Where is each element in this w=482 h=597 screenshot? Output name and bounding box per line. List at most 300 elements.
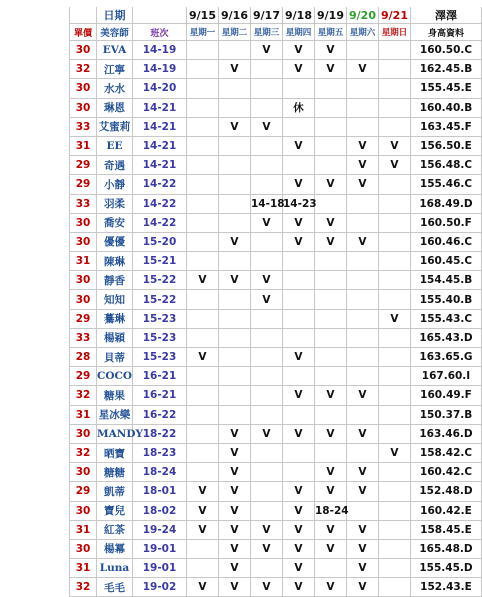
day-cell xyxy=(219,348,251,367)
day-cell xyxy=(219,213,251,232)
day-cell xyxy=(187,424,219,443)
beautician-name-cell: 糖糖 xyxy=(97,463,133,482)
day-cell xyxy=(283,328,315,347)
price-cell: 32 xyxy=(70,60,97,79)
day-cell: V xyxy=(315,60,347,79)
day-cell xyxy=(283,367,315,386)
price-cell: 30 xyxy=(70,98,97,117)
beautician-name-cell: EVA xyxy=(97,41,133,60)
height-data-cell: 158.45.E xyxy=(411,520,482,539)
price-cell: 29 xyxy=(70,156,97,175)
day-cell: V xyxy=(283,60,315,79)
beautician-name-cell: 奇遇 xyxy=(97,156,133,175)
day-cell xyxy=(315,136,347,155)
day-cell xyxy=(315,98,347,117)
shift-cell: 19-01 xyxy=(133,559,187,578)
beautician-name-cell: 貝蒂 xyxy=(97,348,133,367)
price-cell: 33 xyxy=(70,117,97,136)
day-cell: V xyxy=(379,136,411,155)
height-data-cell: 156.48.C xyxy=(411,156,482,175)
day-cell: 休 xyxy=(283,98,315,117)
day-cell xyxy=(379,482,411,501)
day-cell xyxy=(219,156,251,175)
day-cell xyxy=(187,79,219,98)
day-cell xyxy=(187,309,219,328)
beautician-name-cell: 晒寶 xyxy=(97,443,133,462)
day-cell xyxy=(315,194,347,213)
day-cell: V xyxy=(187,271,219,290)
day-cell: V xyxy=(283,539,315,558)
day-cell xyxy=(219,252,251,271)
day-cell: V xyxy=(315,578,347,597)
day-cell: V xyxy=(315,482,347,501)
day-cell xyxy=(187,463,219,482)
day-cell: V xyxy=(283,501,315,520)
day-cell: V xyxy=(219,578,251,597)
day-cell xyxy=(315,252,347,271)
header-height-label: 身高資料 xyxy=(411,24,482,41)
shift-cell: 15-20 xyxy=(133,232,187,251)
table-row xyxy=(70,348,482,367)
shift-cell: 14-20 xyxy=(133,79,187,98)
height-data-cell: 158.42.C xyxy=(411,443,482,462)
day-cell: V xyxy=(219,424,251,443)
height-data-cell: 154.45.B xyxy=(411,271,482,290)
height-data-cell: 160.49.F xyxy=(411,386,482,405)
day-cell xyxy=(251,386,283,405)
day-cell: V xyxy=(251,578,283,597)
shift-cell: 15-22 xyxy=(133,290,187,309)
price-cell: 29 xyxy=(70,482,97,501)
day-cell xyxy=(379,194,411,213)
header-date-mon: 9/15 xyxy=(187,7,219,24)
day-cell: V xyxy=(219,463,251,482)
day-cell xyxy=(347,194,379,213)
day-cell: V xyxy=(283,482,315,501)
table-row xyxy=(70,386,482,405)
day-cell: V xyxy=(315,41,347,60)
day-cell xyxy=(315,348,347,367)
table-row xyxy=(70,175,482,194)
day-cell xyxy=(379,578,411,597)
day-cell xyxy=(219,290,251,309)
day-cell xyxy=(219,194,251,213)
day-cell: V xyxy=(347,60,379,79)
price-cell: 32 xyxy=(70,386,97,405)
height-data-cell: 160.45.C xyxy=(411,252,482,271)
table-row xyxy=(70,578,482,597)
day-cell xyxy=(187,156,219,175)
height-data-cell: 167.60.I xyxy=(411,367,482,386)
price-cell: 31 xyxy=(70,559,97,578)
day-cell: V xyxy=(251,41,283,60)
height-data-cell: 150.37.B xyxy=(411,405,482,424)
table-row xyxy=(70,443,482,462)
day-cell xyxy=(315,367,347,386)
height-data-cell: 155.40.B xyxy=(411,290,482,309)
day-cell: V xyxy=(283,559,315,578)
shift-cell: 19-24 xyxy=(133,520,187,539)
day-cell: V xyxy=(347,539,379,558)
day-cell: V xyxy=(347,175,379,194)
shift-cell: 14-21 xyxy=(133,117,187,136)
day-cell xyxy=(251,156,283,175)
shift-cell: 19-02 xyxy=(133,578,187,597)
height-data-cell: 160.50.F xyxy=(411,213,482,232)
day-cell xyxy=(347,443,379,462)
day-cell xyxy=(251,232,283,251)
day-cell: V xyxy=(251,539,283,558)
day-cell: V xyxy=(187,520,219,539)
day-cell: V xyxy=(347,136,379,155)
beautician-name-cell: 驀琳 xyxy=(97,309,133,328)
table-row xyxy=(70,252,482,271)
price-cell: 30 xyxy=(70,79,97,98)
beautician-name-cell: MANDY xyxy=(97,424,133,443)
price-cell: 29 xyxy=(70,367,97,386)
beautician-name-cell: 楊穎 xyxy=(97,328,133,347)
day-cell xyxy=(347,41,379,60)
header-weekday-sun: 星期日 xyxy=(379,24,411,41)
shift-cell: 15-23 xyxy=(133,328,187,347)
beautician-name-cell: 喬安 xyxy=(97,213,133,232)
day-cell: V xyxy=(283,41,315,60)
day-cell xyxy=(283,271,315,290)
header-date-thu: 9/18 xyxy=(283,7,315,24)
day-cell xyxy=(379,41,411,60)
day-cell xyxy=(187,41,219,60)
day-cell xyxy=(283,443,315,462)
day-cell: V xyxy=(347,559,379,578)
shift-cell: 15-23 xyxy=(133,348,187,367)
price-cell: 30 xyxy=(70,501,97,520)
shift-cell: 16-21 xyxy=(133,367,187,386)
price-cell: 32 xyxy=(70,443,97,462)
beautician-name-cell: 靜香 xyxy=(97,271,133,290)
day-cell xyxy=(315,79,347,98)
beautician-name-cell: 知知 xyxy=(97,290,133,309)
day-cell xyxy=(347,252,379,271)
day-cell xyxy=(283,290,315,309)
day-cell: 14-18 xyxy=(251,194,283,213)
day-cell: V xyxy=(283,424,315,443)
day-cell: V xyxy=(315,520,347,539)
header-weekday-fri: 星期五 xyxy=(315,24,347,41)
shift-cell: 16-21 xyxy=(133,386,187,405)
shift-cell: 16-22 xyxy=(133,405,187,424)
day-cell: V xyxy=(347,386,379,405)
day-cell xyxy=(347,501,379,520)
header-price-label: 單價 xyxy=(70,24,97,41)
day-cell xyxy=(187,98,219,117)
day-cell xyxy=(251,443,283,462)
height-data-cell: 160.46.C xyxy=(411,232,482,251)
day-cell: V xyxy=(283,578,315,597)
shift-cell: 14-21 xyxy=(133,98,187,117)
height-data-cell: 155.43.C xyxy=(411,309,482,328)
beautician-name-cell: 楊冪 xyxy=(97,539,133,558)
day-cell xyxy=(219,79,251,98)
beautician-name-cell: 艾蜜莉 xyxy=(97,117,133,136)
day-cell: V xyxy=(251,117,283,136)
height-data-cell: 162.45.B xyxy=(411,60,482,79)
table-row xyxy=(70,501,482,520)
beautician-name-cell: EE xyxy=(97,136,133,155)
height-data-cell: 165.43.D xyxy=(411,328,482,347)
height-data-cell: 155.46.C xyxy=(411,175,482,194)
day-cell xyxy=(219,136,251,155)
day-cell: V xyxy=(219,559,251,578)
day-cell xyxy=(379,424,411,443)
header-date-wed: 9/17 xyxy=(251,7,283,24)
day-cell: V xyxy=(187,501,219,520)
beautician-name-cell: Luna xyxy=(97,559,133,578)
day-cell xyxy=(347,405,379,424)
table-row xyxy=(70,309,482,328)
day-cell: V xyxy=(219,520,251,539)
day-cell xyxy=(347,348,379,367)
shift-cell: 15-23 xyxy=(133,309,187,328)
shift-cell: 15-21 xyxy=(133,252,187,271)
day-cell: V xyxy=(379,443,411,462)
day-cell xyxy=(251,79,283,98)
day-cell xyxy=(187,290,219,309)
day-cell xyxy=(187,386,219,405)
day-cell xyxy=(251,501,283,520)
table-row xyxy=(70,482,482,501)
day-cell: V xyxy=(187,348,219,367)
day-cell xyxy=(219,405,251,424)
day-cell: V xyxy=(283,213,315,232)
day-cell xyxy=(219,328,251,347)
day-cell: V xyxy=(251,271,283,290)
height-data-cell: 160.50.C xyxy=(411,41,482,60)
day-cell: V xyxy=(251,520,283,539)
table-row xyxy=(70,117,482,136)
price-cell: 30 xyxy=(70,463,97,482)
beautician-name-cell: 陳琳 xyxy=(97,252,133,271)
day-cell xyxy=(315,405,347,424)
price-cell: 29 xyxy=(70,309,97,328)
day-cell xyxy=(347,98,379,117)
day-cell xyxy=(251,405,283,424)
day-cell xyxy=(187,232,219,251)
day-cell xyxy=(187,213,219,232)
header-shift-label: 班次 xyxy=(133,24,187,41)
header-weekday-row xyxy=(70,24,482,41)
day-cell xyxy=(379,348,411,367)
header-weekday-mon: 星期一 xyxy=(187,24,219,41)
day-cell xyxy=(219,98,251,117)
day-cell xyxy=(315,559,347,578)
day-cell: V xyxy=(347,232,379,251)
day-cell xyxy=(219,386,251,405)
price-cell: 30 xyxy=(70,290,97,309)
height-data-cell: 163.45.F xyxy=(411,117,482,136)
header-date-fri: 9/19 xyxy=(315,7,347,24)
price-cell: 29 xyxy=(70,175,97,194)
day-cell xyxy=(379,405,411,424)
day-cell xyxy=(187,559,219,578)
beautician-name-cell: 糖果 xyxy=(97,386,133,405)
header-beautician-label: 美容師 xyxy=(97,24,133,41)
day-cell: V xyxy=(315,175,347,194)
day-cell xyxy=(283,309,315,328)
day-cell xyxy=(379,328,411,347)
day-cell xyxy=(251,367,283,386)
price-cell: 32 xyxy=(70,578,97,597)
day-cell: 14-23 xyxy=(283,194,315,213)
day-cell xyxy=(315,443,347,462)
header-date-sun: 9/21 xyxy=(379,7,411,24)
day-cell xyxy=(251,98,283,117)
shift-cell: 18-22 xyxy=(133,424,187,443)
day-cell xyxy=(347,271,379,290)
day-cell xyxy=(187,367,219,386)
price-cell: 30 xyxy=(70,271,97,290)
day-cell: V xyxy=(347,424,379,443)
price-cell: 30 xyxy=(70,41,97,60)
price-cell: 30 xyxy=(70,232,97,251)
price-cell: 33 xyxy=(70,328,97,347)
price-cell: 31 xyxy=(70,405,97,424)
table-row xyxy=(70,463,482,482)
day-cell: V xyxy=(219,271,251,290)
day-cell: 18-24 xyxy=(315,501,347,520)
height-data-cell: 165.48.D xyxy=(411,539,482,558)
day-cell xyxy=(187,252,219,271)
table-row xyxy=(70,424,482,443)
table-row xyxy=(70,41,482,60)
day-cell xyxy=(379,559,411,578)
shift-cell: 14-22 xyxy=(133,213,187,232)
day-cell: V xyxy=(283,386,315,405)
price-cell: 33 xyxy=(70,194,97,213)
table-row xyxy=(70,213,482,232)
day-cell: V xyxy=(347,520,379,539)
day-cell xyxy=(251,328,283,347)
height-data-cell: 155.45.D xyxy=(411,559,482,578)
day-cell xyxy=(315,328,347,347)
shift-cell: 14-19 xyxy=(133,60,187,79)
height-data-cell: 156.50.E xyxy=(411,136,482,155)
day-cell xyxy=(379,252,411,271)
day-cell xyxy=(219,309,251,328)
day-cell xyxy=(379,213,411,232)
day-cell xyxy=(379,232,411,251)
day-cell: V xyxy=(379,156,411,175)
header-weekday-wed: 星期三 xyxy=(251,24,283,41)
day-cell xyxy=(379,79,411,98)
day-cell xyxy=(251,348,283,367)
day-cell: V xyxy=(283,232,315,251)
day-cell: V xyxy=(283,175,315,194)
beautician-name-cell: 星冰樂 xyxy=(97,405,133,424)
price-cell: 31 xyxy=(70,520,97,539)
height-data-cell: 152.48.D xyxy=(411,482,482,501)
table-row xyxy=(70,520,482,539)
header-last-title: 澤澤 xyxy=(411,7,482,24)
shift-cell: 15-22 xyxy=(133,271,187,290)
beautician-name-cell: 優優 xyxy=(97,232,133,251)
day-cell xyxy=(315,117,347,136)
table-row xyxy=(70,539,482,558)
price-cell: 31 xyxy=(70,136,97,155)
day-cell xyxy=(379,60,411,79)
table-row xyxy=(70,136,482,155)
day-cell: V xyxy=(315,424,347,443)
day-cell: V xyxy=(347,482,379,501)
beautician-name-cell: 水水 xyxy=(97,79,133,98)
day-cell xyxy=(283,405,315,424)
shift-cell: 14-19 xyxy=(133,41,187,60)
day-cell: V xyxy=(315,386,347,405)
day-cell xyxy=(251,136,283,155)
beautician-name-cell: 寶兒 xyxy=(97,501,133,520)
height-data-cell: 168.49.D xyxy=(411,194,482,213)
day-cell: V xyxy=(219,443,251,462)
day-cell xyxy=(283,156,315,175)
day-cell xyxy=(187,405,219,424)
day-cell xyxy=(283,79,315,98)
price-cell: 28 xyxy=(70,348,97,367)
day-cell: V xyxy=(219,482,251,501)
day-cell xyxy=(251,175,283,194)
day-cell xyxy=(187,175,219,194)
day-cell xyxy=(379,367,411,386)
beautician-name-cell: 羽柔 xyxy=(97,194,133,213)
day-cell xyxy=(379,539,411,558)
beautician-name-cell: COCO xyxy=(97,367,133,386)
shift-cell: 14-21 xyxy=(133,156,187,175)
day-cell xyxy=(347,328,379,347)
day-cell xyxy=(251,559,283,578)
day-cell xyxy=(251,60,283,79)
day-cell: V xyxy=(283,348,315,367)
table-row xyxy=(70,367,482,386)
height-data-cell: 160.40.B xyxy=(411,98,482,117)
day-cell xyxy=(315,156,347,175)
shift-cell: 18-23 xyxy=(133,443,187,462)
day-cell xyxy=(187,117,219,136)
day-cell xyxy=(283,463,315,482)
day-cell xyxy=(379,290,411,309)
day-cell xyxy=(187,136,219,155)
day-cell xyxy=(251,309,283,328)
day-cell: V xyxy=(283,520,315,539)
day-cell: V xyxy=(283,136,315,155)
header-date-tue: 9/16 xyxy=(219,7,251,24)
header-blank-cls xyxy=(133,7,187,24)
shift-cell: 19-01 xyxy=(133,539,187,558)
height-data-cell: 155.45.E xyxy=(411,79,482,98)
day-cell: V xyxy=(347,463,379,482)
height-data-cell: 163.46.D xyxy=(411,424,482,443)
day-cell xyxy=(379,175,411,194)
table-row xyxy=(70,559,482,578)
day-cell xyxy=(187,194,219,213)
table-row xyxy=(70,328,482,347)
schedule-table xyxy=(69,7,482,597)
price-cell: 30 xyxy=(70,424,97,443)
height-data-cell: 160.42.E xyxy=(411,501,482,520)
day-cell xyxy=(315,309,347,328)
height-data-cell: 163.65.G xyxy=(411,348,482,367)
shift-cell: 18-02 xyxy=(133,501,187,520)
beautician-name-cell: 小靜 xyxy=(97,175,133,194)
day-cell: V xyxy=(315,213,347,232)
table-row xyxy=(70,194,482,213)
